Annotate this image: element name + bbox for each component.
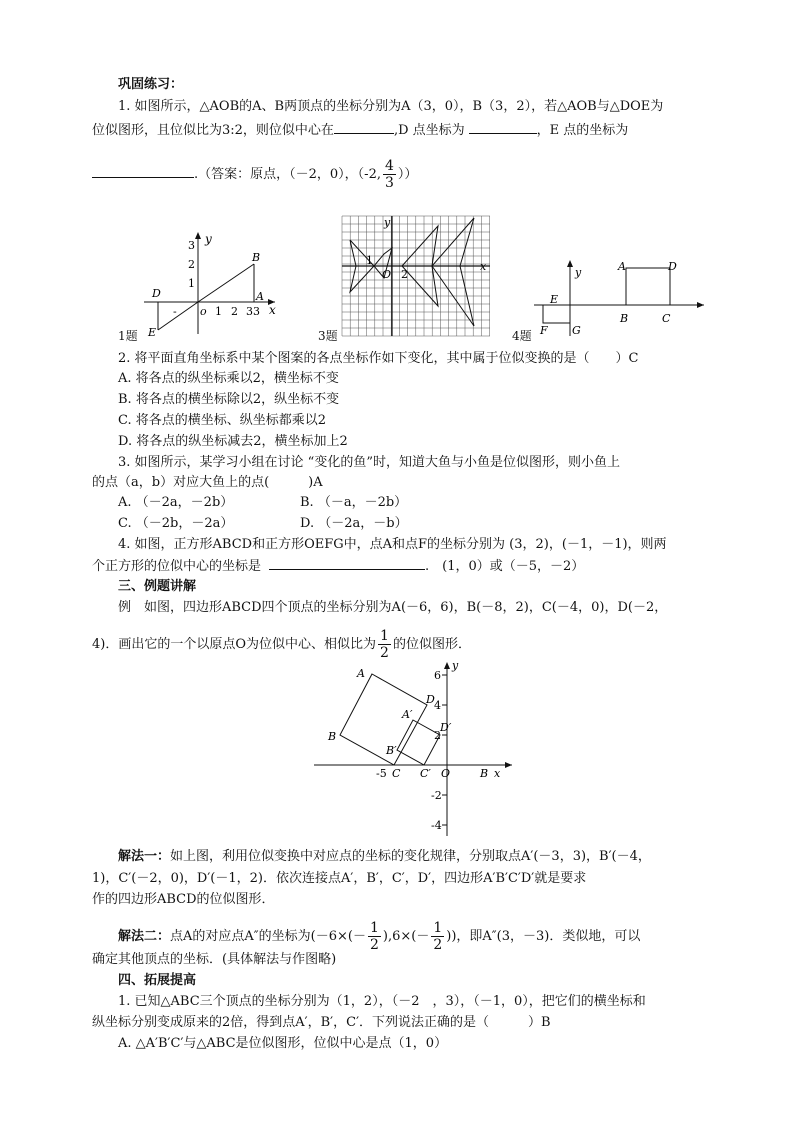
fig4-label-d: D bbox=[668, 260, 677, 273]
q4-answer: . (1，0）或（－5，－2） bbox=[425, 559, 585, 574]
ext-q1-line1: 1. 已知△ABC三个顶点的坐标分别为（1，2），（－2 ，3），（－1，0），把它们的横坐标和 bbox=[118, 994, 646, 1009]
section-title-extension: 四、拓展提高 bbox=[118, 973, 197, 988]
q3-option-d: D. （－2a，－b） bbox=[300, 516, 408, 531]
ex-label-b: B bbox=[328, 730, 337, 743]
fig1-label-b: B bbox=[252, 251, 261, 264]
q3-option-c: C. （－2b，－2a） bbox=[118, 516, 234, 531]
q2-stem: 2. 将平面直角坐标系中某个图案的各点坐标作如下变化，其中属于位似变换的是（ ）C bbox=[118, 351, 639, 366]
ex-label-a2: A′ bbox=[402, 708, 413, 721]
fig1-tick-2: 2 bbox=[188, 258, 195, 271]
fig4-caption: 4题 bbox=[512, 329, 532, 343]
fig1-caption: 1题 bbox=[118, 329, 138, 343]
solution1-text-a: 如上图，利用位似变换中对应点的坐标的变化规律，分别取点A′(－3，3)，B′(－4， bbox=[170, 849, 651, 864]
ex-ytick-6: 6 bbox=[434, 669, 441, 682]
fig3-tick-2: 2 bbox=[401, 268, 408, 281]
ex-xtick-neg5: -5 bbox=[376, 767, 387, 780]
q3-option-b: B. （－a，－2b） bbox=[300, 495, 408, 510]
q1-answer-b: ）） bbox=[397, 167, 418, 182]
example-fraction bbox=[378, 628, 391, 661]
fig1-x-label: x bbox=[269, 303, 276, 317]
q4-stem-2 bbox=[92, 557, 584, 576]
fig3-caption: 3题 bbox=[318, 329, 338, 343]
figure-example-quadrilaterals bbox=[310, 660, 516, 840]
q1-line1: 1. 如图所示，△AOB的A、B两顶点的坐标分别为A（3，0），B（3，2），若△AOB与△DOE为 bbox=[118, 99, 664, 114]
ex-ytick-neg2: -2 bbox=[431, 789, 442, 802]
solution2-line1 bbox=[118, 920, 640, 953]
frac-den: 2 bbox=[433, 937, 443, 953]
ex-label-d: D bbox=[426, 693, 435, 706]
solution2-text-c: ))，即A″(3，－3)．类似地，可以 bbox=[446, 929, 641, 944]
q1-blank-center bbox=[334, 121, 394, 134]
ex-label-o: O bbox=[441, 767, 451, 780]
q1-answer-a: .（答案：原点，（－2，0），（-2, bbox=[194, 167, 381, 182]
fig1-tick-1: 1 bbox=[188, 277, 195, 290]
frac-num: 1 bbox=[369, 920, 379, 936]
q2-option-d: D. 将各点的纵坐标减去2，横坐标加上2 bbox=[118, 434, 348, 449]
fig1-y-label: y bbox=[205, 232, 212, 246]
fig4-square-abcd bbox=[626, 268, 670, 305]
ex-ytick-neg4: -4 bbox=[431, 819, 442, 832]
solution2-text-b: ),6×(－ bbox=[382, 929, 430, 944]
fig1-neg: - bbox=[173, 305, 177, 318]
q3-stem-2: 的点（a，b）对应大鱼上的点( )A bbox=[92, 475, 323, 490]
fig1-line-ob bbox=[198, 264, 254, 302]
fig4-square-oefg bbox=[543, 305, 570, 323]
example-text-b: 的位似图形． bbox=[392, 637, 471, 652]
figure-1-triangles bbox=[140, 226, 290, 338]
q3-stem-1: 3. 如图所示，某学习小组在讨论 “变化的鱼”时，知道大鱼与小鱼是位似图形，则小鱼上 bbox=[118, 455, 620, 470]
q1-text-b: ,D 点坐标为 bbox=[393, 123, 465, 138]
q2-option-c: C. 将各点的横坐标、纵坐标都乘以2 bbox=[118, 413, 327, 428]
example-line1: 例 如图，四边形ABCD四个顶点的坐标分别为A(－6，6)，B(－8，2)，C(－4，0)，D(－2， bbox=[118, 600, 668, 615]
fig1-xtick-3: 3 bbox=[246, 305, 253, 318]
fig3-x-label: x bbox=[480, 260, 487, 273]
q4-text-a: 个正方形的位似中心的坐标是 bbox=[92, 559, 262, 574]
fig1-label-d: D bbox=[152, 287, 161, 300]
fig1-xtick-3b: 3 bbox=[253, 305, 260, 318]
fig4-label-f: F bbox=[540, 324, 548, 337]
ext-q1-option-a: A. △A′B′C′与△ABC是位似图形，位似中心是点（1，0） bbox=[118, 1036, 448, 1051]
ex-ytick-4: 4 bbox=[434, 699, 441, 712]
q4-blank bbox=[269, 557, 425, 570]
fig1-xtick-1: 1 bbox=[215, 305, 222, 318]
fig4-label-b: B bbox=[620, 312, 629, 325]
ex-quad-a2b2c2d2 bbox=[397, 720, 440, 765]
fig4-label-a: A bbox=[618, 260, 626, 273]
fig3-tick-1: 1 bbox=[366, 254, 373, 267]
solution2-fraction-1 bbox=[368, 920, 381, 953]
section-title-example: 三、例题讲解 bbox=[118, 579, 197, 594]
fig4-label-g: G bbox=[572, 324, 581, 337]
section-title-practice: 巩固练习： bbox=[118, 77, 184, 92]
q1-text-c: ，E 点的坐标为 bbox=[536, 123, 629, 138]
fig3-origin: O bbox=[382, 268, 392, 281]
frac-den: 2 bbox=[380, 645, 389, 661]
ex-quad-abcd bbox=[340, 674, 427, 765]
frac-num: 1 bbox=[433, 920, 443, 936]
fig1-label-a: A bbox=[256, 290, 264, 303]
ex-y-label: y bbox=[452, 660, 459, 672]
q2-option-a: A. 将各点的纵坐标乘以2，横坐标不变 bbox=[118, 371, 339, 386]
ex-x-label: x bbox=[494, 767, 501, 780]
ex-y-arrow bbox=[444, 662, 450, 669]
q1-text-a: 位似图形，且位似比为3:2，则位似中心在 bbox=[92, 123, 334, 138]
ex-ytick-2: 2 bbox=[434, 729, 441, 742]
q1-answer-fraction bbox=[383, 158, 396, 191]
q4-stem-1: 4. 如图，正方形ABCD和正方形OEFG中，点A和点F的坐标分别为 (3，2)，(－1，－1)，则两 bbox=[118, 537, 667, 552]
figure-4-squares bbox=[534, 256, 706, 338]
fig1-origin: o bbox=[200, 305, 207, 318]
solution1-line2: 1)，C′(－2，0)，D′(－1，2)．依次连接点A′，B′，C′，D′，四边形A′B′C′D′就是要求 bbox=[92, 871, 587, 886]
frac-den: 2 bbox=[369, 937, 379, 953]
ex-label-a: A bbox=[357, 667, 365, 680]
solution2-text-a: 点A的对应点A″的坐标为(－6×(－ bbox=[170, 929, 366, 944]
fig4-y-label: y bbox=[575, 266, 582, 279]
fig3-y-label: y bbox=[384, 216, 391, 229]
fig1-xtick-2: 2 bbox=[231, 305, 238, 318]
solution2-label: 解法二： bbox=[118, 929, 171, 944]
frac-den: 3 bbox=[384, 175, 394, 191]
solution1-label: 解法一： bbox=[118, 849, 171, 864]
q2-option-b: B. 将各点的横坐标除以2，纵坐标不变 bbox=[118, 392, 340, 407]
solution1-line1 bbox=[118, 848, 651, 866]
frac-num: 1 bbox=[380, 628, 389, 644]
q3-option-a: A. （－2a，－2b） bbox=[118, 495, 234, 510]
q1-line2 bbox=[92, 121, 628, 140]
solution1-line3: 作的四边形ABCD的位似图形． bbox=[92, 892, 275, 907]
ex-label-bx: B bbox=[480, 767, 489, 780]
ex-label-d2: D′ bbox=[440, 721, 452, 734]
fig1-label-e: E bbox=[148, 326, 157, 338]
example-line2 bbox=[92, 628, 471, 661]
fig1-line-oe bbox=[158, 302, 198, 330]
figure-3-fish-grid bbox=[340, 214, 492, 338]
ext-q1-line2: 纵坐标分别变成原来的2倍，得到点A′，B′，C′．下列说法正确的是（ ）B bbox=[92, 1015, 551, 1030]
q1-line3 bbox=[92, 158, 417, 191]
ex-label-b2: B′ bbox=[386, 744, 397, 757]
solution2-line2: 确定其他顶点的坐标．(具体解法与作图略) bbox=[92, 952, 337, 967]
fig1-y-arrow bbox=[195, 232, 201, 239]
fig4-label-e: E bbox=[550, 293, 559, 306]
fig4-x-arrow bbox=[697, 302, 704, 308]
frac-num: 4 bbox=[384, 158, 394, 174]
ex-x-arrow bbox=[505, 762, 512, 768]
q1-blank-d bbox=[469, 121, 537, 134]
example-text-a: 4)．画出它的一个以原点O为位似中心、相似比为 bbox=[92, 637, 377, 652]
solution2-fraction-2 bbox=[431, 920, 444, 953]
ex-label-c: C bbox=[392, 767, 401, 780]
fig4-y-arrow bbox=[567, 260, 573, 267]
q1-blank-e bbox=[92, 165, 194, 178]
fig4-label-c: C bbox=[662, 312, 671, 325]
ex-label-c2: C′ bbox=[420, 767, 431, 780]
fig1-tick-3: 3 bbox=[188, 239, 195, 252]
